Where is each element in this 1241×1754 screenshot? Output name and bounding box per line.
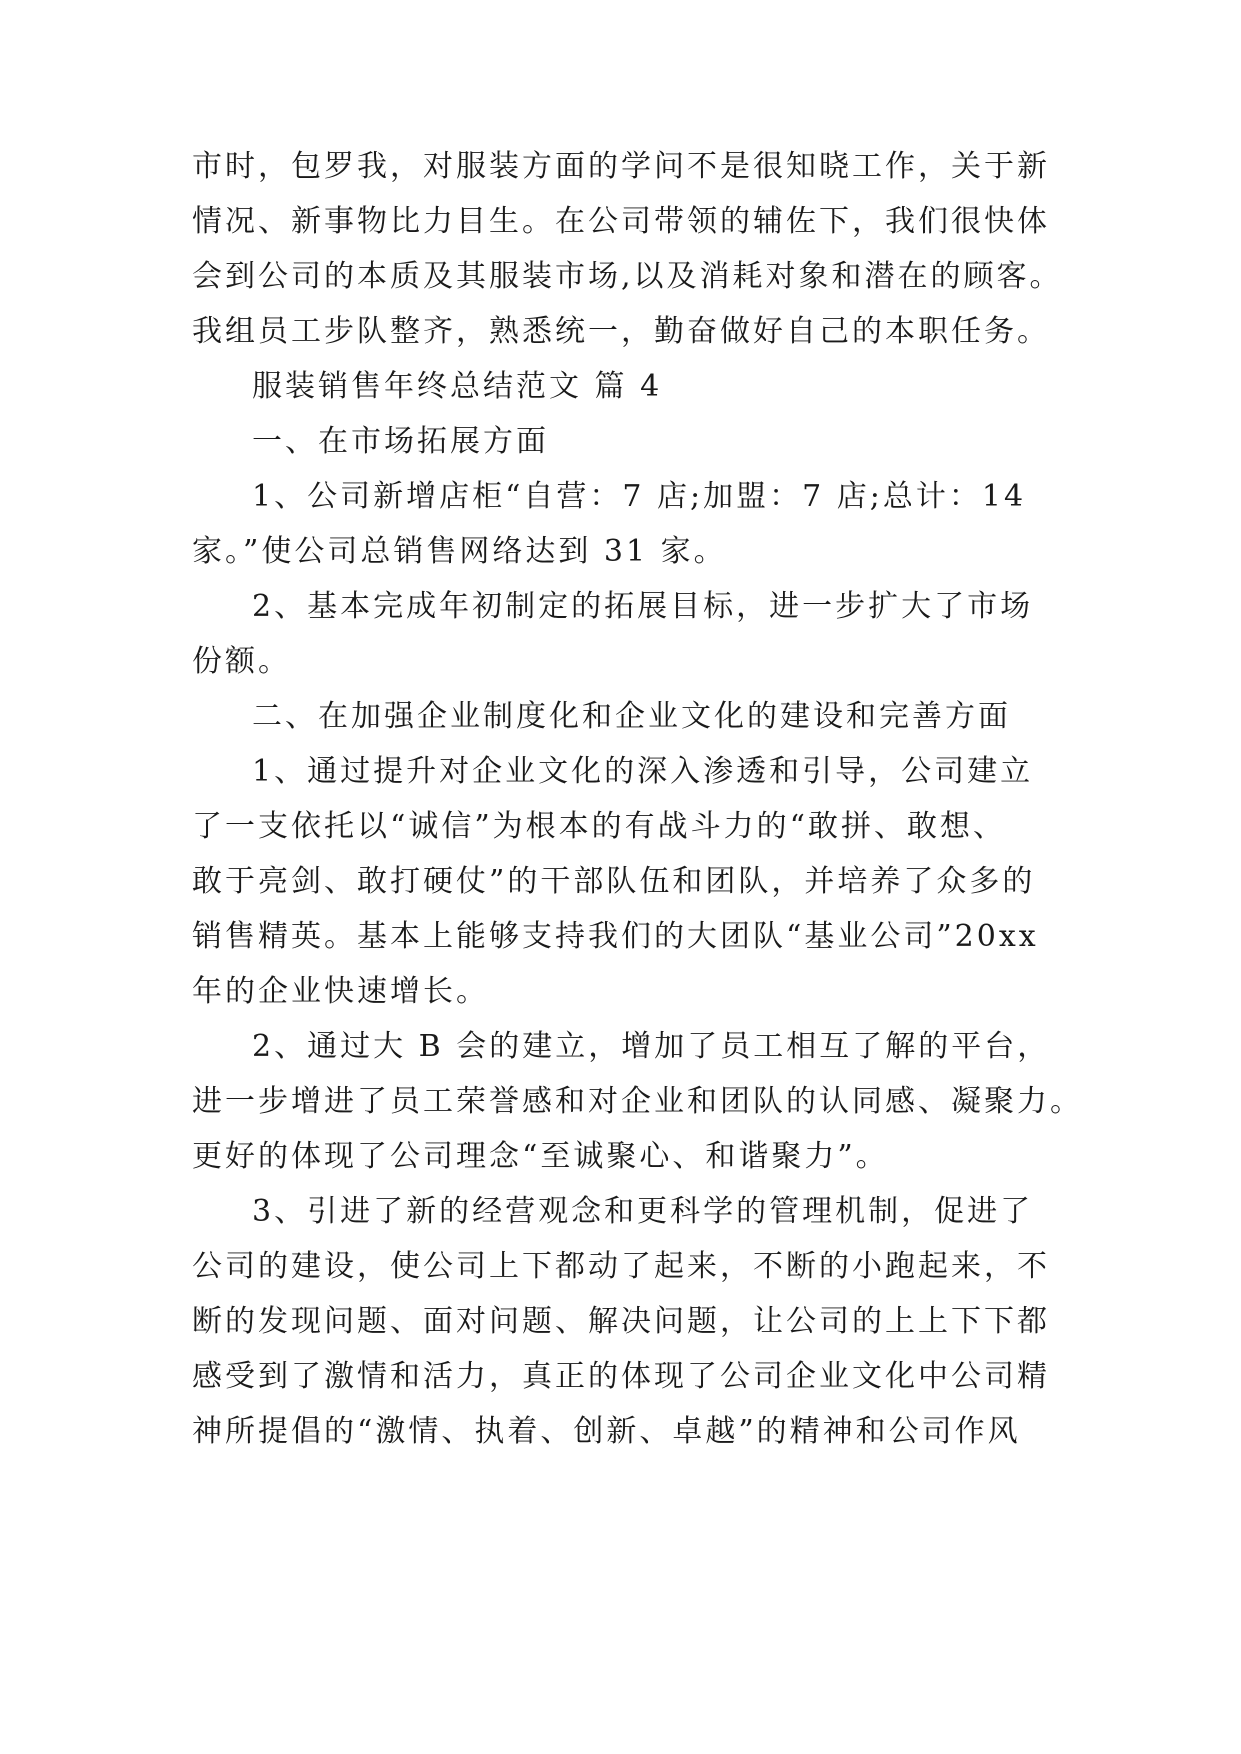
body-text-line: 1、通过提升对企业文化的深入渗透和引导，公司建立 bbox=[252, 754, 1034, 789]
body-text-line: 年的企业快速增长。 bbox=[192, 974, 489, 1009]
body-text-line: 我组员工步队整齐，熟悉统一，勤奋做好自己的本职任务。 bbox=[192, 314, 1050, 349]
body-text-line: 进一步增进了员工荣誉感和对企业和团队的认同感、凝聚力。 bbox=[192, 1084, 1083, 1119]
body-text-line: 了一支依托以“诚信”为根本的有战斗力的“敢拼、敢想、 bbox=[192, 809, 1007, 844]
body-text-line: 市时，包罗我，对服装方面的学问不是很知晓工作，关于新 bbox=[192, 149, 1050, 184]
body-text-line: 份额。 bbox=[192, 644, 291, 679]
body-text-line: 公司的建设，使公司上下都动了起来，不断的小跑起来，不 bbox=[192, 1249, 1050, 1284]
body-text-line: 敢于亮剑、敢打硬仗”的干部队伍和团队，并培养了众多的 bbox=[192, 864, 1036, 899]
section-heading: 一、在市场拓展方面 bbox=[252, 424, 549, 459]
body-text-line: 1、公司新增店柜“自营：7 店;加盟：7 店;总计：14 bbox=[252, 479, 1027, 514]
section-heading: 二、在加强企业制度化和企业文化的建设和完善方面 bbox=[252, 699, 1011, 734]
body-text-line: 更好的体现了公司理念“至诚聚心、和谐聚力”。 bbox=[192, 1139, 889, 1174]
body-text-line: 断的发现问题、面对问题、解决问题，让公司的上上下下都 bbox=[192, 1304, 1050, 1339]
body-text-line: 会到公司的本质及其服装市场,以及消耗对象和潜在的顾客。 bbox=[192, 259, 1063, 294]
body-text-line: 2、基本完成年初制定的拓展目标，进一步扩大了市场 bbox=[252, 589, 1034, 624]
body-text-line: 感受到了激情和活力，真正的体现了公司企业文化中公司精 bbox=[192, 1359, 1050, 1394]
body-text-line: 2、通过大 B 会的建立，增加了员工相互了解的平台， bbox=[252, 1029, 1051, 1064]
body-text-line: 家。”使公司总销售网络达到 31 家。 bbox=[192, 534, 727, 569]
body-text-line: 销售精英。基本上能够支持我们的大团队“基业公司”20xx bbox=[192, 919, 1039, 954]
body-text-line: 情况、新事物比力目生。在公司带领的辅佐下，我们很快体 bbox=[192, 204, 1050, 239]
section-title: 服装销售年终总结范文 篇 4 bbox=[252, 369, 663, 404]
body-text-line: 神所提倡的“激情、执着、创新、卓越”的精神和公司作风 bbox=[192, 1414, 1021, 1449]
body-text-line: 3、引进了新的经营观念和更科学的管理机制，促进了 bbox=[252, 1194, 1034, 1229]
